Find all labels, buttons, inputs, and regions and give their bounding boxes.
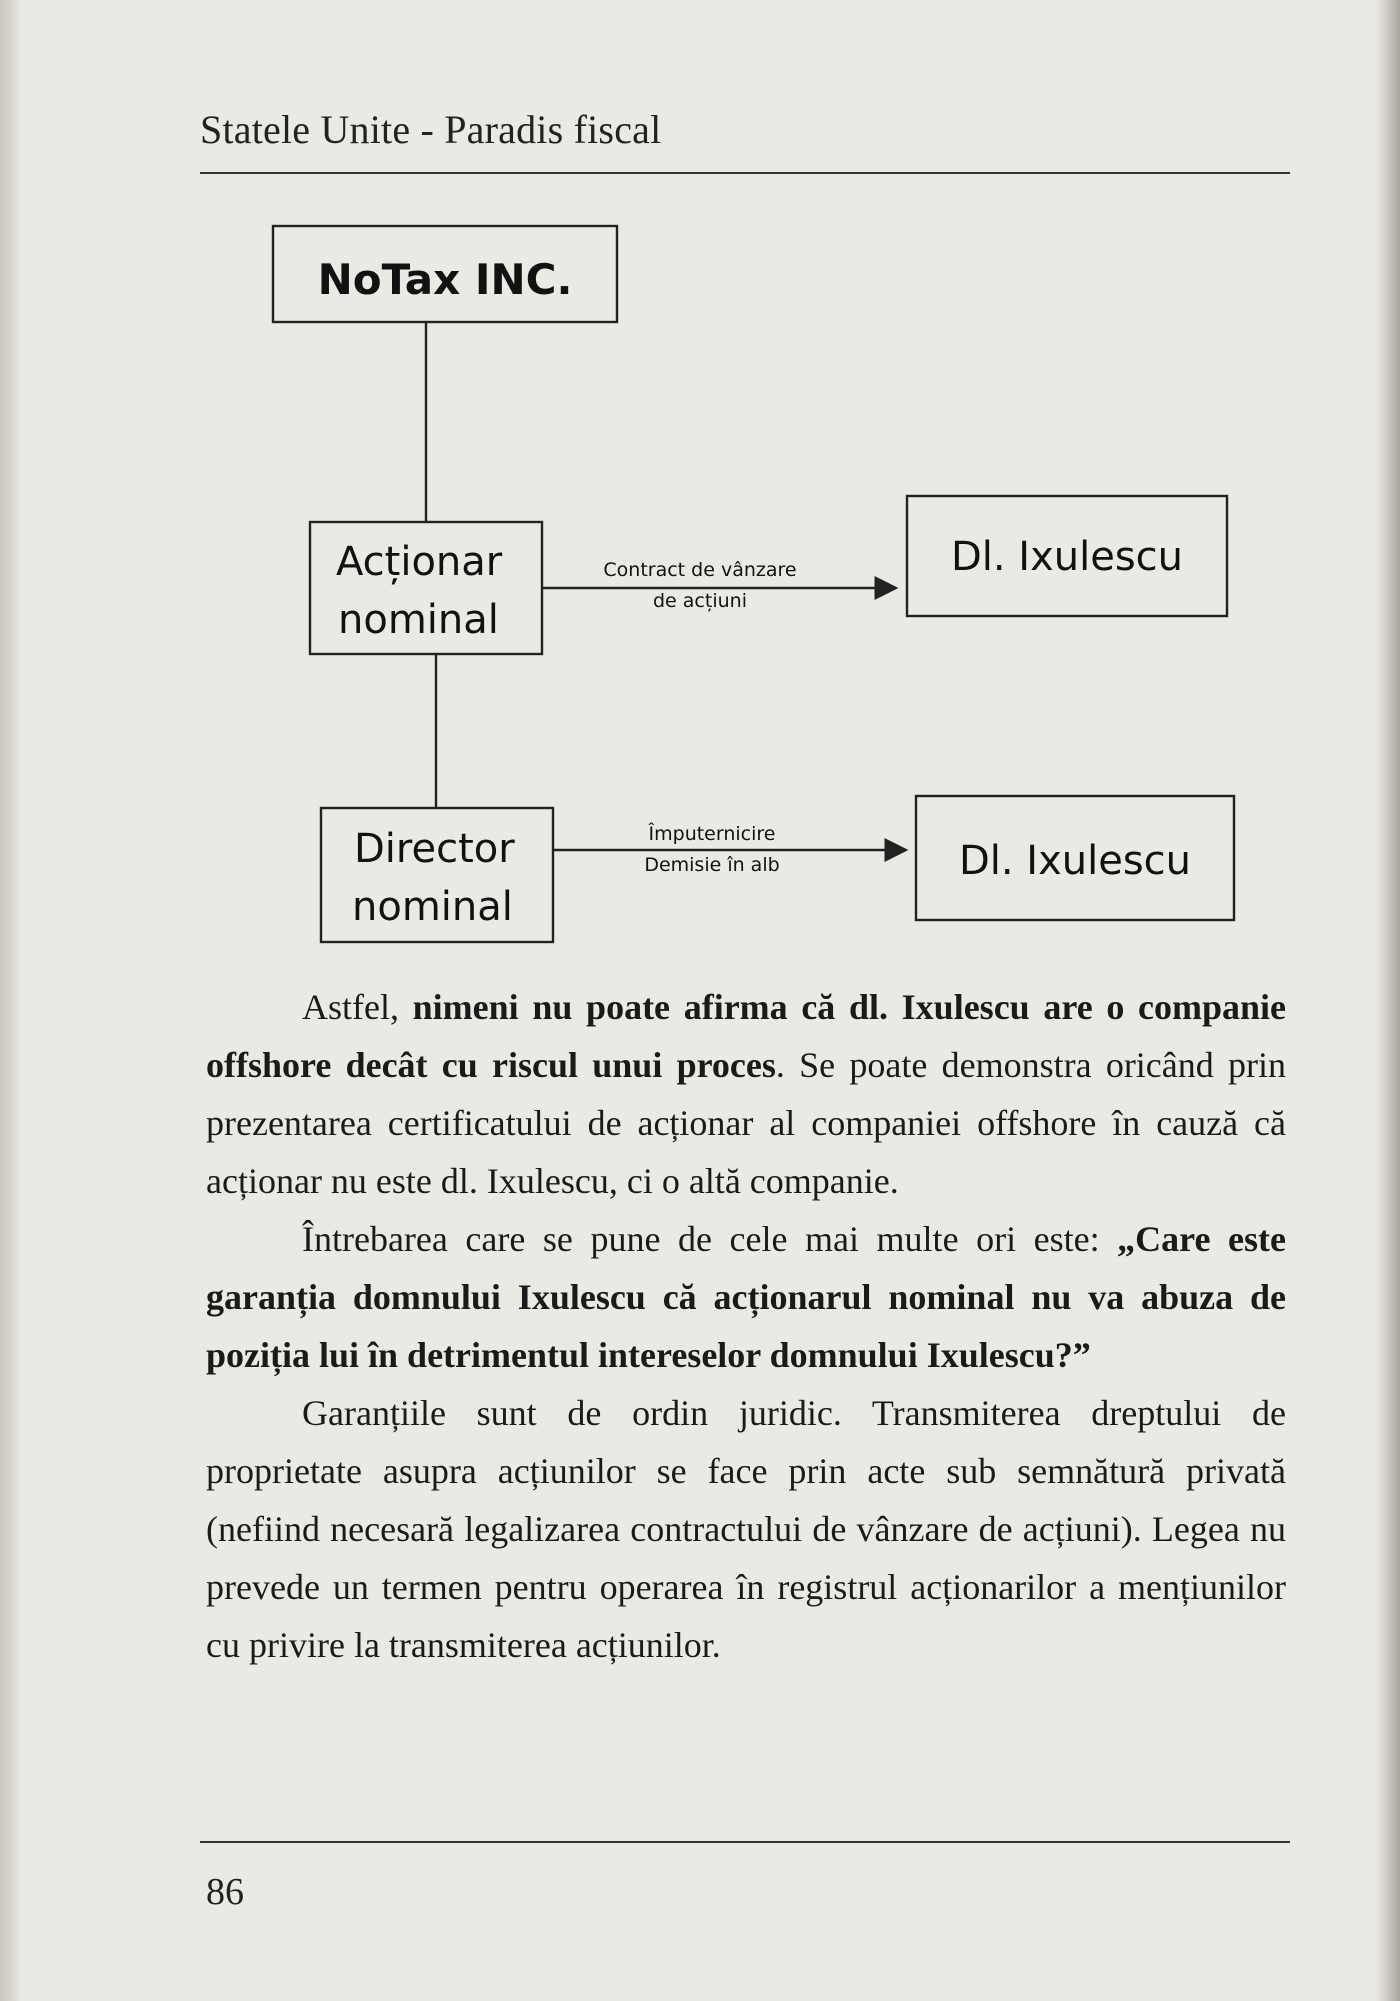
arrow-power-of-attorney-label-1: Împuternicire	[648, 823, 776, 845]
shareholder-label-line1: Acționar	[336, 539, 503, 585]
paragraph-3: Garanțiile sunt de ordin juridic. Transmiterea dreptului de proprietate asupra acțiunilor se face prin acte sub semnătură privată (nefiind necesară legalizarea contractului de vânzare de acțiuni). Legea nu prevede un termen pentru operarea în registrul acționarilor a mențiunilor cu privire la transmiterea acțiunilor.	[206, 1393, 1286, 1665]
arrow-power-of-attorney-label-2: Demisie în alb	[644, 854, 780, 876]
paragraph-1-emphasis: nimeni nu poate afirma că dl. Ixulescu are o companie offshore decât cu riscul unui proces	[206, 987, 1286, 1085]
paragraph-2-lead: Întrebarea care se pune de cele mai multe ori este:	[302, 1219, 1118, 1259]
director-label-line1: Director	[354, 826, 515, 872]
owner-bottom-label: Dl. Ixulescu	[958, 838, 1192, 884]
running-title: Statele Unite - Paradis fiscal	[200, 107, 662, 152]
ownership-diagram	[0, 0, 1400, 960]
body-text	[206, 978, 1286, 1674]
paragraph-1	[206, 978, 1286, 1210]
arrow-share-sale-label-1: Contract de vânzare	[603, 559, 797, 581]
paragraph-2	[206, 1210, 1286, 1384]
page-number: 86	[206, 1871, 244, 1913]
paragraph-1-rest: . Se poate demonstra oricând prin prezentarea certificatului de acționar al companiei offshore în cauză că acționar nu este dl. Ixulescu, ci o altă companie.	[206, 1045, 1287, 1201]
company-label: NoTax INC.	[317, 255, 573, 304]
arrow-share-sale-label-2: de acțiuni	[653, 590, 747, 612]
owner-top-label: Dl. Ixulescu	[950, 534, 1184, 580]
shareholder-label-line2: nominal	[338, 597, 499, 643]
paragraph-2-question: „Care este garanția domnului Ixulescu că acționarul nominal nu va abuza de poziția lui în detrimentul intereselor domnului Ixulescu?”	[206, 1219, 1286, 1375]
paragraph-1-lead: Astfel,	[302, 987, 413, 1027]
director-label-line2: nominal	[352, 884, 513, 930]
footer-rule	[200, 1841, 1290, 1843]
